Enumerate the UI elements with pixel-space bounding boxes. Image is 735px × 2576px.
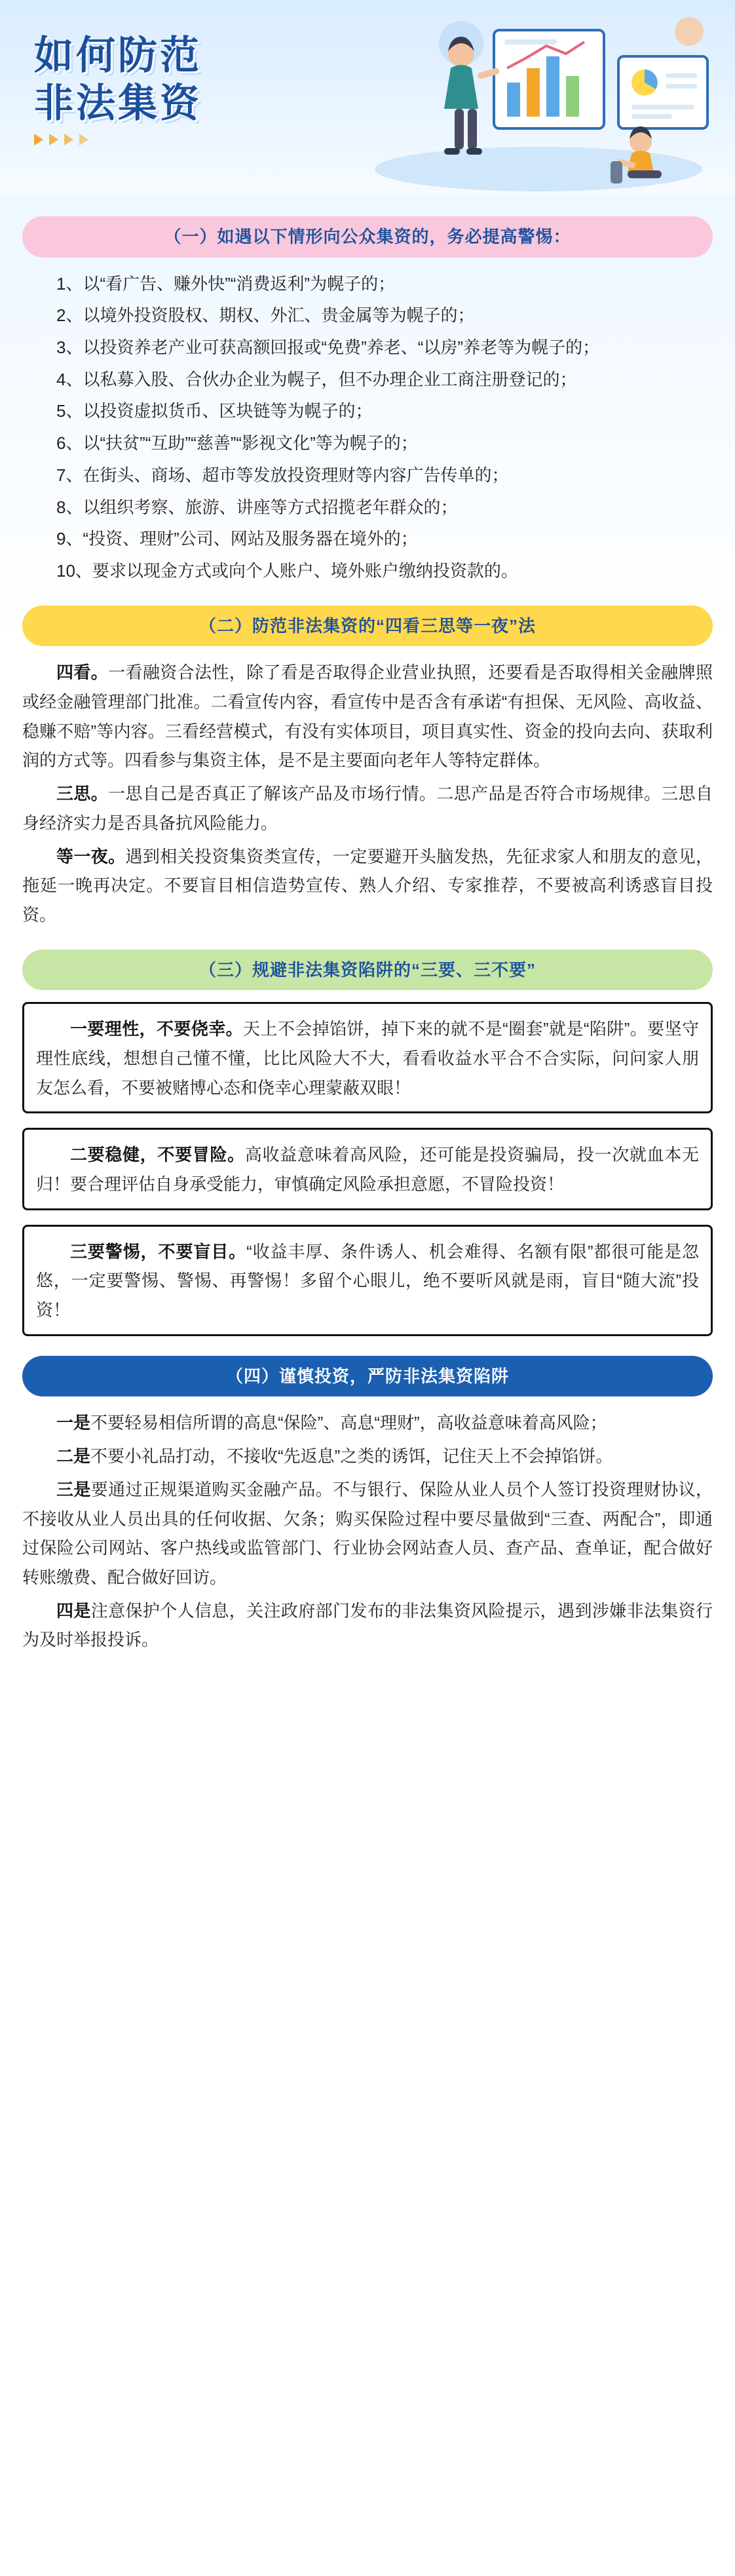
section-two xyxy=(22,606,713,930)
section-one-heading: （一）如遇以下情形向公众集资的，务必提高警惕： xyxy=(22,216,713,258)
list-item: 1、以“看广告、赚外快”“消费返利”为幌子的； xyxy=(56,273,396,294)
paragraph-text: 要通过正规渠道购买金融产品。不与银行、保险从业人员个人签订投资理财协议，不接收从业人员出具的任何收据、欠条；购买保险过程中要尽量做到“三查、两配合”，即通过保险公司网站、客户热线或监管部门、行业协会网站查人员、查产品、查单证，配合做好转账缴费、配合做好回访。 xyxy=(22,1479,713,1587)
header-illustration-icon xyxy=(322,5,728,195)
list-item: 6、以“扶贫”“互助”“慈善”“影视文化”等为幌子的； xyxy=(56,433,418,453)
paragraph xyxy=(22,1442,713,1471)
highlight-box xyxy=(22,1128,713,1210)
highlight-box xyxy=(22,1225,713,1336)
list-item: 3、以投资养老产业可获高额回报或“免费”养老、“以房”养老等为幌子的； xyxy=(56,337,600,357)
paragraph-text: 遇到相关投资集资类宣传，一定要避开头脑发热，先征求家人和朋友的意见，拖延一晚再决定。不要盲目相信造势宣传、熟人介绍、专家推荐，不要被高利诱惑盲目投资。 xyxy=(22,846,713,925)
list-item: 10、要求以现金方式或向个人账户、境外账户缴纳投资款的。 xyxy=(56,560,518,581)
arrow-decoration-icon xyxy=(34,134,202,145)
paragraph-lead: 三是 xyxy=(56,1479,91,1499)
section-four-heading: （四）谨慎投资，严防非法集资陷阱 xyxy=(22,1356,713,1397)
paragraph xyxy=(36,1140,699,1199)
paragraph-text: “收益丰厚、条件诱人、机会难得、名额有限”都很可能是忽悠，一定要警惕、警惕、再警惕！多留个心眼儿，绝不要听风就是雨，盲目“随大流”投资！ xyxy=(36,1241,699,1320)
section-one-list xyxy=(22,269,713,586)
paragraph-lead: 二是 xyxy=(56,1446,91,1467)
poster-content xyxy=(0,216,735,1685)
paragraph-lead: 四是 xyxy=(56,1600,91,1621)
page-title xyxy=(34,31,202,145)
paragraph xyxy=(36,1014,699,1102)
paragraph xyxy=(22,1596,713,1655)
list-item: 7、在街头、商场、超市等发放投资理财等内容广告传单的； xyxy=(56,465,509,485)
paragraph-lead: 一是 xyxy=(56,1413,91,1433)
section-two-heading: （二）防范非法集资的“四看三思等一夜”法 xyxy=(22,606,713,647)
paragraph-text: 一思自己是否真正了解该产品及市场行情。二思产品是否符合市场规律。三思自身经济实力是否具备抗风险能力。 xyxy=(22,784,713,833)
paragraph-text: 不要轻易相信所谓的高息“保险”、高息“理财”，高收益意味着高风险； xyxy=(90,1413,607,1433)
paragraph-text: 天上不会掉馅饼，掉下来的就不是“圈套”就是“陷阱”。要坚守理性底线，想想自己懂不懂，比比风险大不大，看看收益水平合不合实际，问问家人朋友怎么看，不要被赌博心态和侥幸心理蒙蔽双眼！ xyxy=(36,1019,699,1098)
paragraph xyxy=(22,842,713,930)
paragraph xyxy=(22,658,713,775)
paragraph-lead: 二要稳健，不要冒险。 xyxy=(70,1145,245,1165)
poster-header xyxy=(0,0,735,197)
paragraph xyxy=(22,1408,713,1438)
list-item: 9、“投资、理财”公司、网站及服务器在境外的； xyxy=(56,529,418,549)
list-item: 8、以组织考察、旅游、讲座等方式招揽老年群众的； xyxy=(56,497,458,517)
section-three-heading: （三）规避非法集资陷阱的“三要、三不要” xyxy=(22,950,713,991)
paragraph-text: 高收益意味着高风险，还可能是投资骗局，投一次就血本无归！要合理评估自身承受能力，审慎确定风险承担意愿，不冒险投资！ xyxy=(36,1145,699,1195)
paragraph-text: 注意保护个人信息，关注政府部门发布的非法集资风险提示，遇到涉嫌非法集资行为及时举报投诉。 xyxy=(22,1600,713,1650)
paragraph-lead: 等一夜。 xyxy=(56,846,126,866)
section-four xyxy=(22,1356,713,1655)
paragraph-lead: 三要警惕，不要盲目。 xyxy=(70,1241,247,1261)
list-item: 4、以私募入股、合伙办企业为幌子，但不办理企业工商注册登记的； xyxy=(56,369,577,389)
title-line-2: 非法集资 xyxy=(34,81,202,126)
paragraph xyxy=(22,1475,713,1592)
title-line-1: 如何防范 xyxy=(34,33,202,77)
paragraph xyxy=(36,1237,699,1325)
paragraph-text: 不要小礼品打动，不接收“先返息”之类的诱饵，记住天上不会掉馅饼。 xyxy=(90,1446,613,1467)
paragraph-lead: 一要理性，不要侥幸。 xyxy=(70,1019,244,1039)
paragraph xyxy=(22,779,713,837)
paragraph-lead: 四看。 xyxy=(56,663,109,683)
section-one xyxy=(22,216,713,586)
paragraph-lead: 三思。 xyxy=(56,784,109,804)
list-item: 2、以境外投资股权、期权、外汇、贵金属等为幌子的； xyxy=(56,305,475,326)
paragraph-text: 一看融资合法性，除了看是否取得企业营业执照，还要看是否取得相关金融牌照或经金融管理部门批准。二看宣传内容，看宣传中是否含有承诺“有担保、无风险、高收益、稳赚不赔”等内容。三看经营模式，有没有实体项目，项目真实性、资金的投向去向、获取利润的方式等。四看参与集资主体，是不是主要面向老年人等特定群体。 xyxy=(22,663,713,771)
list-item: 5、以投资虚拟货币、区块链等为幌子的； xyxy=(56,401,373,421)
section-three xyxy=(22,950,713,1336)
highlight-box xyxy=(22,1002,713,1113)
